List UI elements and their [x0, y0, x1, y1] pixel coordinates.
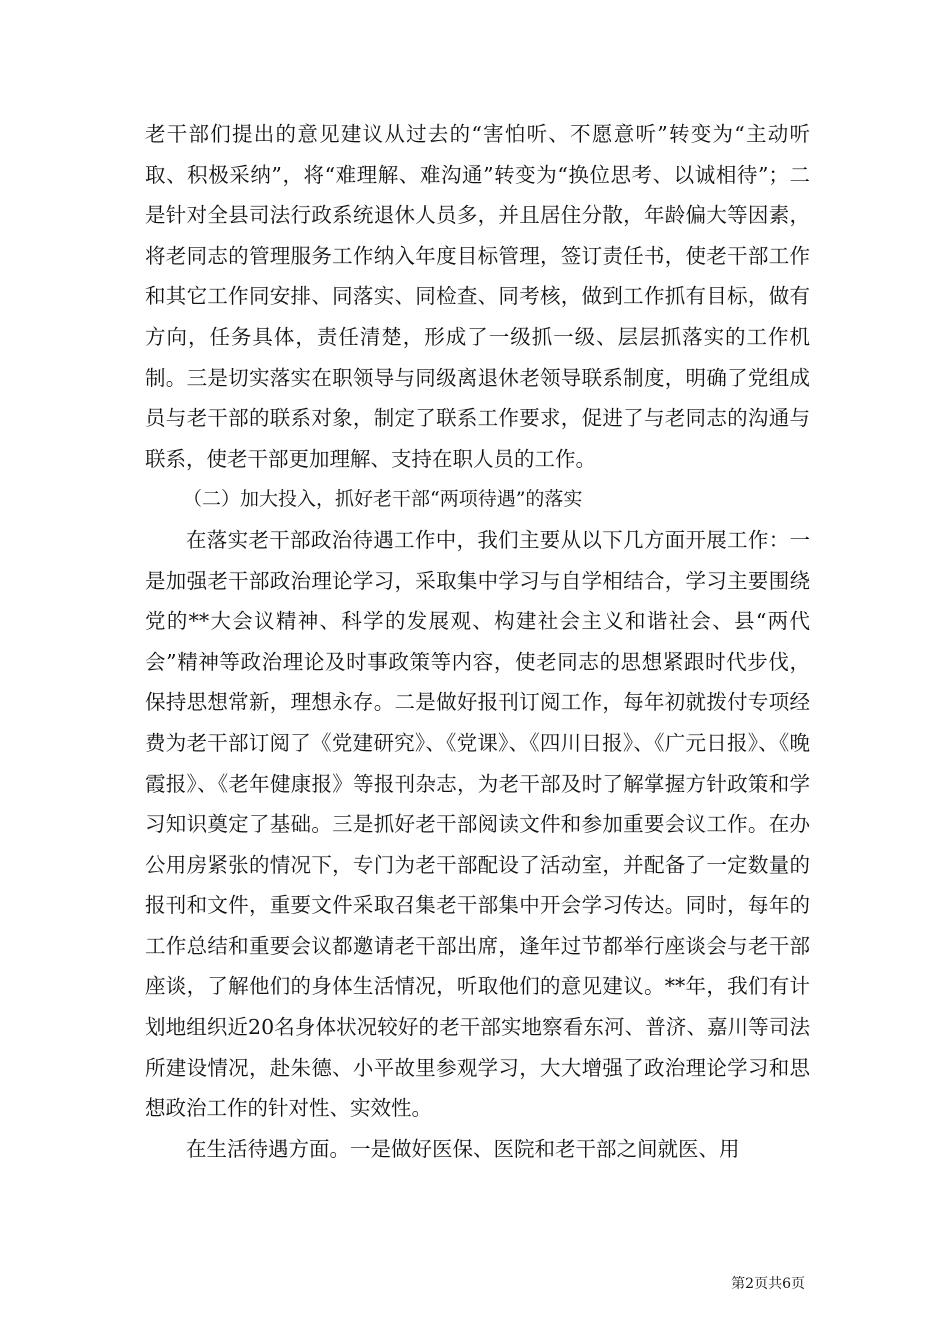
body-paragraph-living-treatment: 在生活待遇方面。一是做好医保、医院和老干部之间就医、用	[186, 1136, 740, 1161]
section-heading: （二）加大投入，抓好老干部“两项待遇”的落实	[183, 488, 583, 511]
document-body	[145, 114, 810, 1169]
body-paragraph-political-treatment: 在落实老干部政治待遇工作中，我们主要从以下几方面开展工作：一是加强老干部政治理论学习，采取集中学习与自学相结合，学习主要围绕党的**大会议精神、科学的发展观、构建社会主义和谐社会、县“两代会”精神等政治理论及时事政策等内容，使老同志的思想紧跟时代步伐，保持思想常新，理想永存。二是做好报刊订阅工作，每年初就拨付专项经费为老干部订阅了《党建研究》、《党课》、《四川日报》、《广元日报》、《晚霞报》、《老年健康报》等报刊杂志，为老干部及时了解掌握方针政策和学习知识奠定了基础。三是抓好老干部阅读文件和参加重要会议工作。在办公用房紧张的情况下，专门为老干部配设了活动室，并配备了一定数量的报刊和文件，重要文件采取召集老干部集中开会学习传达。同时，每年的工作总结和重要会议都邀请老干部出席，逢年过节都举行座谈会与老干部座谈，了解他们的身体生活情况，听取他们的意见建议。**年，我们有计划地组织近20名身体状况较好的老干部实地察看东河、普济、嘉川等司法所建设情况，赴朱德、小平故里参观学习，大大增强了政治理论学习和思想政治工作的针对性、实效性。	[145, 527, 810, 1121]
page-number-footer: 第2页共6页	[731, 1276, 805, 1292]
body-paragraph-continuation: 老干部们提出的意见建议从过去的“害怕听、不愿意听”转变为“主动听取、积极采纳”，将“难理解、难沟通”转变为“换位思考、以诚相待”；二是针对全县司法行政系统退休人员多，并且居住分散，年龄偏大等因素，将老同志的管理服务工作纳入年度目标管理，签订责任书，使老干部工作和其它工作同安排、同落实、同检查、同考核，做到工作抓有目标，做有方向，任务具体，责任清楚，形成了一级抓一级、层层抓落实的工作机制。三是切实落实在职领导与同级离退休老领导联系制度，明确了党组成员与老干部的联系对象，制定了联系工作要求，促进了与老同志的沟通与联系，使老干部更加理解、支持在职人员的工作。	[145, 122, 810, 471]
